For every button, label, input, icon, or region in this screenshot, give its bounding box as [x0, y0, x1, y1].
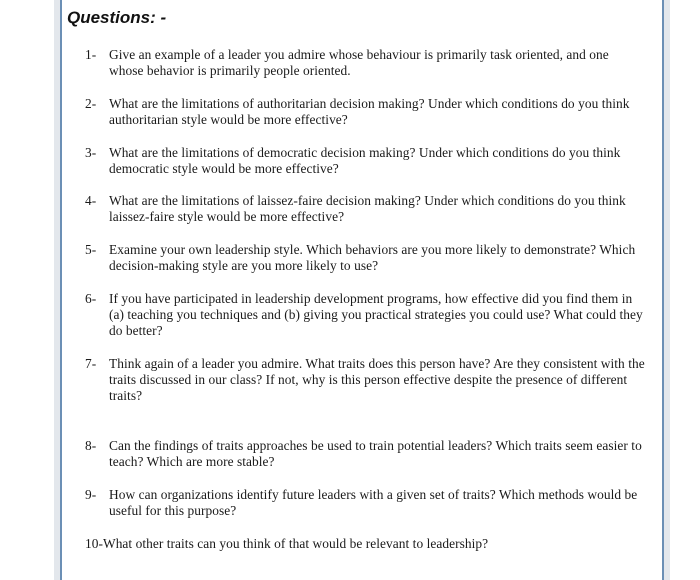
question-6	[85, 291, 645, 339]
question-3	[85, 145, 645, 177]
question-1	[85, 47, 645, 79]
question-text: How can organizations identify future leaders with a given set of traits? Which methods would be useful for this purpose?	[109, 487, 638, 518]
question-text: What are the limitations of democratic decision making? Under which conditions do you think democratic style would be more effective?	[109, 145, 621, 176]
question-text: Can the findings of traits approaches be used to train potential leaders? Which traits seem easier to teach? Which are more stable?	[109, 438, 642, 469]
question-text: What other traits can you think of that would be relevant to leadership?	[103, 536, 489, 551]
question-9	[85, 487, 645, 519]
question-text: What are the limitations of laissez-faire decision making? Under which conditions do you think laissez-faire style would be more effective?	[109, 193, 626, 224]
question-text: Think again of a leader you admire. What traits does this person have? Are they consistent with the traits discussed in our class? If not, why is this person effective despite the presence of different traits?	[109, 356, 645, 403]
question-number: 7-	[85, 356, 97, 371]
question-number: 9-	[85, 487, 97, 502]
question-number: 6-	[85, 291, 97, 306]
page-margin-right	[664, 0, 670, 580]
question-number: 3-	[85, 145, 97, 160]
question-number: 8-	[85, 438, 97, 453]
question-2	[85, 96, 645, 128]
question-text: If you have participated in leadership development programs, how effective did you find them in (a) teaching you techniques and (b) giving you practical strategies you could use? What could they do better?	[109, 291, 643, 338]
question-10	[85, 536, 645, 552]
question-text: Examine your own leadership style. Which behaviors are you more likely to demonstrate? Which decision-making style are you more likely to use?	[109, 242, 636, 273]
question-7	[85, 356, 645, 404]
question-number: 2-	[85, 96, 97, 111]
question-number: 5-	[85, 242, 97, 257]
question-4	[85, 193, 645, 225]
question-number: 10-	[85, 536, 103, 551]
question-number: 1-	[85, 47, 97, 62]
question-8	[85, 438, 645, 470]
questions-heading: Questions: -	[67, 8, 167, 27]
question-number: 4-	[85, 193, 97, 208]
question-text: What are the limitations of authoritarian decision making? Under which conditions do you think authoritarian style would be more effective?	[109, 96, 630, 127]
question-5	[85, 242, 645, 274]
question-text: Give an example of a leader you admire whose behaviour is primarily task oriented, and one whose behavior is primarily people oriented.	[109, 47, 609, 78]
